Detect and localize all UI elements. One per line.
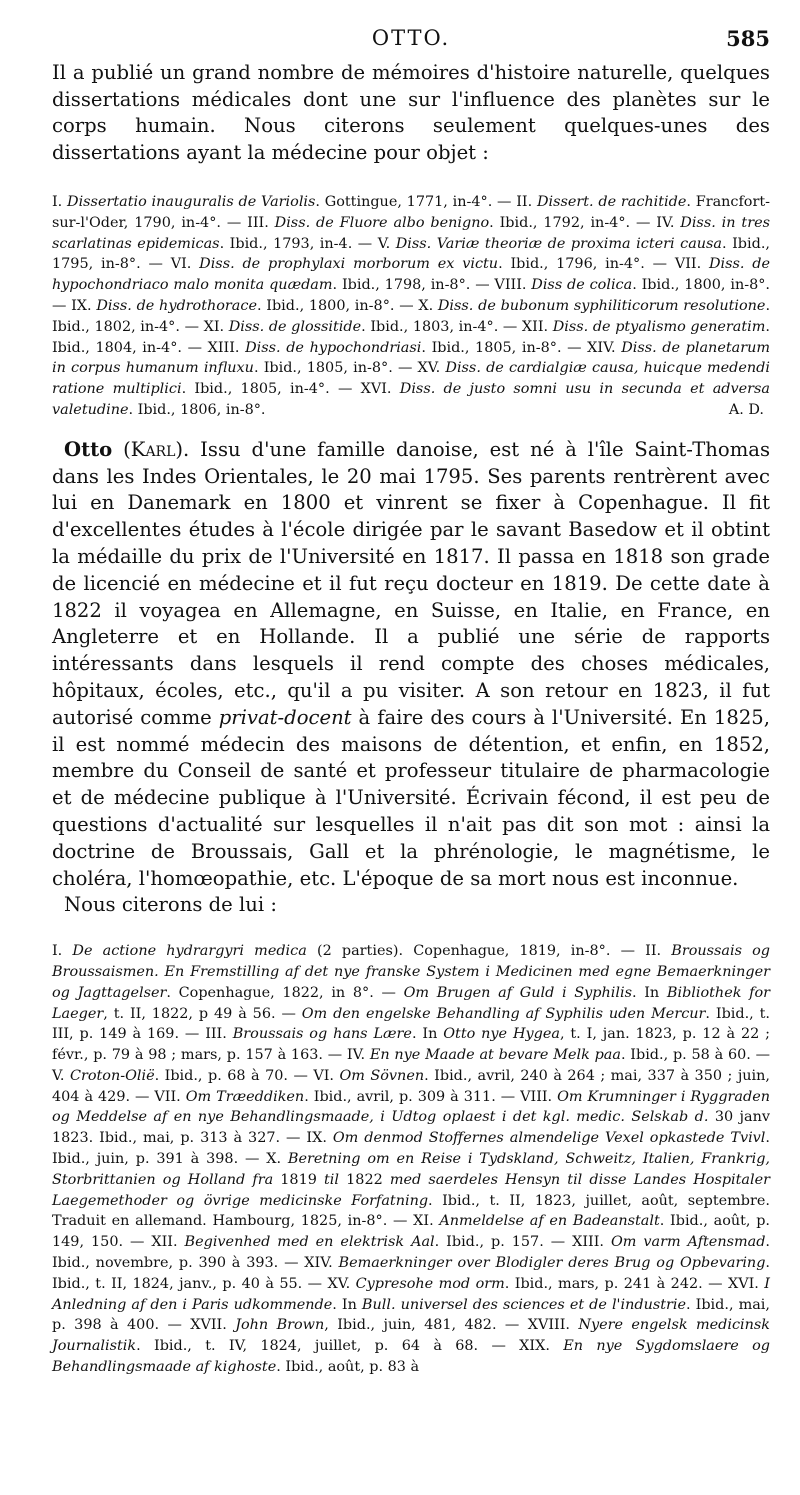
citation-title: En nye Maade at bevare Melk paa bbox=[369, 1047, 621, 1064]
citation-title: Om Træeddiken bbox=[185, 1088, 305, 1105]
citation-text: . Ibid., 1793, in-4. — V. bbox=[219, 235, 396, 252]
citation-text: . Ibid., 1802, in-4°. — XI. bbox=[52, 297, 771, 335]
citation-title: Broussais og hans Lære bbox=[232, 1026, 412, 1043]
citation-text: 1819 bbox=[273, 1171, 325, 1188]
citation-title: Beretning om en Reise i Tydskland, Schweitz, Italien, Frankrig, Storbrittanien og Holland fra bbox=[52, 1151, 770, 1188]
citation-text: , t. II, 1822, p 49 à 56. — bbox=[103, 1005, 302, 1022]
citation-title: Diss. de hypochondriasi bbox=[245, 339, 422, 356]
citation-title: Diss. de glossitide bbox=[228, 318, 362, 335]
citation-text: . Ibid., t. III, p. 149 à 169. — III. bbox=[52, 1005, 770, 1043]
entry-given-name: (Karl). bbox=[123, 437, 190, 461]
citation-text: (2 parties). Copenhague, 1819, in-8°. — II. bbox=[306, 943, 672, 960]
entry-name: Otto bbox=[64, 437, 113, 461]
citation-title: Bemaerkninger over Blodigler deres Brug og Opbevaring bbox=[338, 1255, 766, 1272]
citation-text: . Ibid., 1805, in-4°. — XVI. bbox=[181, 381, 400, 398]
entry-text: Issu d'une famille danoise, est né à l'île Saint-Thomas dans les Indes Orientales, le 20 mai 1795. Ses parents rentrèrent avec lui en Danemark en 1800 et vinrent se fixer à Copenhague. Il fit d'excellentes études à l'école dirigée par le savant Basedow et il obtint la médaille du prix de l'Université en 1817. Il passa en 1818 son grade de licencié en médecine et il fut reçu docteur en 1819. De cette date à 1822 il voyagea en Allemagne, en Suisse, en Italie, en France, en Angleterre et en Hollande. Il a publié une série de rapports intéressants dans lesquels il rend compte des choses médicales, hôpitaux, écoles, etc., qu'il a pu visiter. A son retour en 1823, il fut autorisé comme bbox=[52, 437, 771, 729]
citation-text: . Francfort-sur-l'Oder, 1790, in-4°. — III. bbox=[52, 194, 770, 231]
citation-title: Cypresohe mod orm bbox=[355, 1275, 505, 1292]
citation-text: . In bbox=[332, 1296, 362, 1313]
citation-title: Dissert. de rachitide bbox=[536, 194, 687, 210]
entry-paragraph bbox=[52, 437, 770, 893]
author-signature: A. D. bbox=[728, 401, 764, 418]
running-header bbox=[52, 22, 770, 56]
citation-title: I Anledning af den i Paris udkommende bbox=[52, 1275, 770, 1313]
citation-text: . Ibid., août, p. 83 à bbox=[276, 1359, 420, 1376]
citation-title: Diss. de prophylaxi morborum ex victu bbox=[199, 256, 499, 273]
citation-title: Om Krumninger i Ryggraden og Meddelse af en nye Behandlingsmaade, i Udtog oplaest i det kgl. medic. Selskab d. bbox=[52, 1088, 770, 1126]
citation-title: Bibliothek for Laeger bbox=[52, 984, 770, 1022]
citation-text: . Ibid., 1803, in-4°. — XII. bbox=[361, 318, 553, 335]
citation-text: , t. I, jan. 1823, p. 12 à 22 ; févr., p. 79 à 98 ; mars, p. 157 à 163. — IV. bbox=[52, 1026, 770, 1064]
citation-text: . Ibid., 1805, in-8°. — XIV. bbox=[421, 339, 622, 356]
citation-title: Om den engelske Behandling af Syphilis uden Mercur bbox=[301, 1005, 706, 1022]
citation-text: . Ibid., juin, p. 391 à 398. — X. bbox=[52, 1130, 770, 1168]
citation-title: Diss de colica bbox=[531, 277, 633, 294]
citation-title: Broussais og Broussaismen. En Fremstilling af det nye franske System i Medicinen med egne Bemaerkninger og Jagttagelser bbox=[52, 943, 771, 1001]
citation-title: Om denmod Stoffernes almendelige Vexel opkastede Tvivl bbox=[332, 1130, 766, 1147]
entry-italic-term: privat-docent bbox=[218, 705, 352, 729]
document-page bbox=[52, 22, 770, 1378]
citation-text: . Ibid., 1806, in-8°. bbox=[128, 401, 266, 418]
citation-text: . Ibid., 1798, in-8°. — VIII. bbox=[332, 277, 532, 294]
citation-text: . Ibid., mai, p. 398 à 400. — XVII. bbox=[52, 1296, 770, 1334]
citation-text: 1822 bbox=[339, 1171, 390, 1188]
citation-title: Diss. de bubonum syphiliticorum resolutione bbox=[437, 297, 766, 314]
citation-title: Diss. de cardialgiæ causa, huicque medendi ratione multiplici bbox=[52, 360, 770, 398]
citation-text: . Ibid., t. II, 1824, janv., p. 40 à 55. — XV. bbox=[52, 1255, 770, 1292]
citation-text: . Ibid., 1795, in-8°. — VI. bbox=[52, 235, 770, 273]
citation-text: . Ibid., 1800, in-8°. — X. bbox=[256, 297, 438, 314]
citation-title: Om varm Aftensmad bbox=[610, 1234, 766, 1251]
bibliography-1-text bbox=[52, 194, 770, 418]
citation-text: , Ibid., juin, 481, 482. — XVIII. bbox=[324, 1317, 579, 1334]
citation-intro: Nous citerons de lui : bbox=[64, 893, 277, 917]
citation-title: med saerdeles Hensyn til disse Landes Hospitaler Laegemethoder og övrige medicinske Forfatning bbox=[52, 1171, 771, 1209]
citation-text: . Ibid., avril, p. 309 à 311. — VIII. bbox=[304, 1088, 558, 1105]
citation-title: John Brown bbox=[235, 1317, 325, 1334]
citation-title: Diss. de hypochondriaco malo monita quædam bbox=[52, 256, 770, 294]
citation-title: Diss. de ptyalismo generatim bbox=[552, 318, 766, 335]
citation-text: 30 janv 1823. Ibid., mai, p. 313 à 327. — IX. bbox=[52, 1109, 771, 1147]
citation-text: . Ibid., t. II, 1823, juillet, août, septembre. Traduit en allemand. Hambourg, 1825, in-8°. — XI. bbox=[52, 1192, 770, 1230]
citation-title: Nyere engelsk medicinsk Journalistik bbox=[52, 1317, 771, 1355]
citation-text: . Ibid., novembre, p. 390 à 393. — XIV. bbox=[52, 1234, 770, 1272]
citation-text: . Gottingue, 1771, in-4°. — II. bbox=[315, 194, 537, 210]
citation-text: . Ibid., 1804, in-4°. — XIII. bbox=[52, 318, 770, 356]
citation-text: . Ibid., mars, p. 241 à 242. — XVI. bbox=[504, 1275, 765, 1292]
citation-text: . Ibid., 1800, in-8°. — IX. bbox=[52, 277, 771, 314]
entry-text-after: à faire des cours à l'Université. En 1825, il est nommé médecin des maisons de détention, et enfin, en 1852, membre du Conseil de santé et professeur titulaire de pharmacologie et de médecine publique à l'Université. Écrivain fécond, il est peu de questions d'actualité sur lesquelles il n'ait pas dit son mot : ainsi la doctrine de Broussais, Gall et la phrénologie, le magnétisme, le choléra, l'homœopathie, etc. L'époque de sa mort nous est inconnue. bbox=[52, 705, 770, 890]
citation-text: . Ibid., t. IV, 1824, juillet, p. 64 à 68. — XIX. bbox=[136, 1338, 564, 1355]
bibliography-list-1 bbox=[52, 192, 770, 421]
citation-title: Om Brugen af Guld i Syphilis bbox=[403, 984, 632, 1001]
citation-text: . In bbox=[631, 984, 667, 1001]
citation-text: . In bbox=[411, 1026, 444, 1043]
citation-text: . Ibid., p. 157. — XIII. bbox=[434, 1234, 611, 1251]
citation-text: . Ibid., p. 58 à 60. — V. bbox=[52, 1047, 771, 1084]
citation-title: Diss. de Fluore albo benigno bbox=[274, 214, 490, 231]
citation-title: En nye Sygdomslaere og Behandlingsmaade af kighoste bbox=[52, 1338, 770, 1376]
page-number: 585 bbox=[726, 26, 770, 51]
intro-paragraph: Il a publié un grand nombre de mémoires d'histoire naturelle, quelques dissertations médicales dont une sur l'influence des planètes sur le corps humain. Nous citerons seulement quelques-unes des dissertations ayant la médecine pour objet : bbox=[52, 61, 770, 164]
citation-text: . Ibid., août, p. 149, 150. — XII. bbox=[52, 1213, 770, 1251]
citation-text: . Ibid., avril, 240 à 264 ; mai, 337 à 350 ; juin, 404 à 429. — VII. bbox=[52, 1067, 770, 1105]
citation-title: Bull. universel des sciences et de l'industrie bbox=[361, 1296, 687, 1313]
citation-title: Diss. de planetarum in corpus humanum influxu bbox=[52, 339, 770, 377]
bibliography-list-2 bbox=[52, 941, 770, 1378]
citation-title: til bbox=[324, 1171, 340, 1188]
citation-title: Begivenhed med en elektrisk Aal bbox=[184, 1234, 435, 1251]
citation-text: . Copenhague, 1822, in 8°. — bbox=[166, 984, 404, 1001]
page-title: OTTO. bbox=[371, 26, 451, 50]
citation-title: Croton-Olië bbox=[69, 1067, 155, 1084]
citation-title: De actione hydrargyri medica bbox=[72, 943, 307, 960]
citation-title: Diss. de justo somni usu in secunda et adversa valetudine bbox=[52, 381, 770, 418]
citation-title: Otto nye Hygea bbox=[443, 1026, 560, 1043]
citation-text: I. bbox=[52, 943, 73, 960]
citation-title: Diss. Variæ theoriæ de proxima icteri causa bbox=[395, 235, 723, 252]
citation-title: Anmeldelse af en Badeanstalt bbox=[439, 1213, 660, 1230]
bibliography-2-text bbox=[52, 943, 770, 1375]
citation-text: I. bbox=[52, 194, 68, 210]
citation-text: . Ibid., 1796, in-4°. — VII. bbox=[498, 256, 709, 273]
citation-text: . Ibid., 1792, in-4°. — IV. bbox=[489, 214, 681, 231]
citation-title: Diss. in tres scarlatinas epidemicas bbox=[52, 214, 770, 252]
citation-text: . Ibid., 1805, in-8°. — XV. bbox=[253, 360, 446, 377]
citation-title: Dissertatio inauguralis de Variolis bbox=[67, 194, 316, 210]
citation-text: . Ibid., p. 68 à 70. — VI. bbox=[154, 1067, 340, 1084]
citation-title: Om Sövnen bbox=[339, 1067, 425, 1084]
citation-title: Diss. de hydrothorace bbox=[96, 297, 257, 314]
